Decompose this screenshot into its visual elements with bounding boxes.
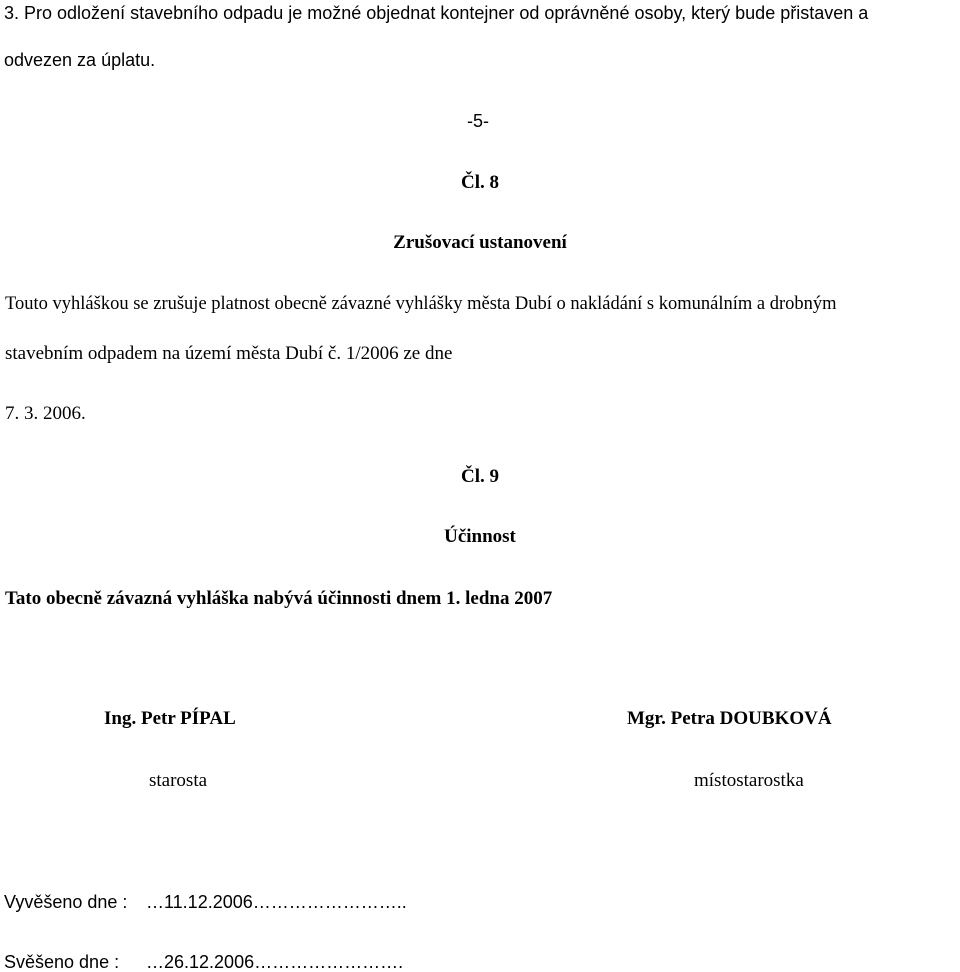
posted-date: …11.12.2006…………………….. — [146, 892, 407, 912]
page-number: -5- — [467, 111, 489, 131]
signature-left-name: Ing. Petr PÍPAL — [104, 708, 236, 729]
signature-right-name: Mgr. Petra DOUBKOVÁ — [627, 708, 832, 729]
article-9-title: Účinnost — [444, 526, 516, 547]
intro-line-1: 3. Pro odložení stavebního odpadu je možné objednat kontejner od oprávněné osoby, který bude přistaven a — [4, 3, 869, 23]
intro-line-2: odvezen za úplatu. — [4, 50, 156, 70]
article-9-text: Tato obecně závazná vyhláška nabývá účinnosti dnem 1. ledna 2007 — [5, 588, 553, 609]
article-8-heading: Čl. 8 — [461, 172, 499, 193]
article-8-title: Zrušovací ustanovení — [393, 232, 567, 253]
article-9-heading: Čl. 9 — [461, 466, 499, 487]
article-8-text-line-2: stavebním odpadem na území města Dubí č. 1/2006 ze dne — [5, 343, 453, 364]
signature-left-role: starosta — [149, 770, 208, 791]
article-8-text-line-3: 7. 3. 2006. — [5, 403, 86, 424]
removed-date: …26.12.2006……………………. — [146, 952, 404, 972]
signature-right-role: místostarostka — [694, 770, 804, 791]
posted-label: Vyvěšeno dne : — [4, 892, 128, 912]
removed-label: Svěšeno dne : — [4, 952, 120, 972]
article-8-text-line-1: Touto vyhláškou se zrušuje platnost obecně závazné vyhlášky města Dubí o nakládání s komunálním a drobným — [5, 294, 837, 314]
